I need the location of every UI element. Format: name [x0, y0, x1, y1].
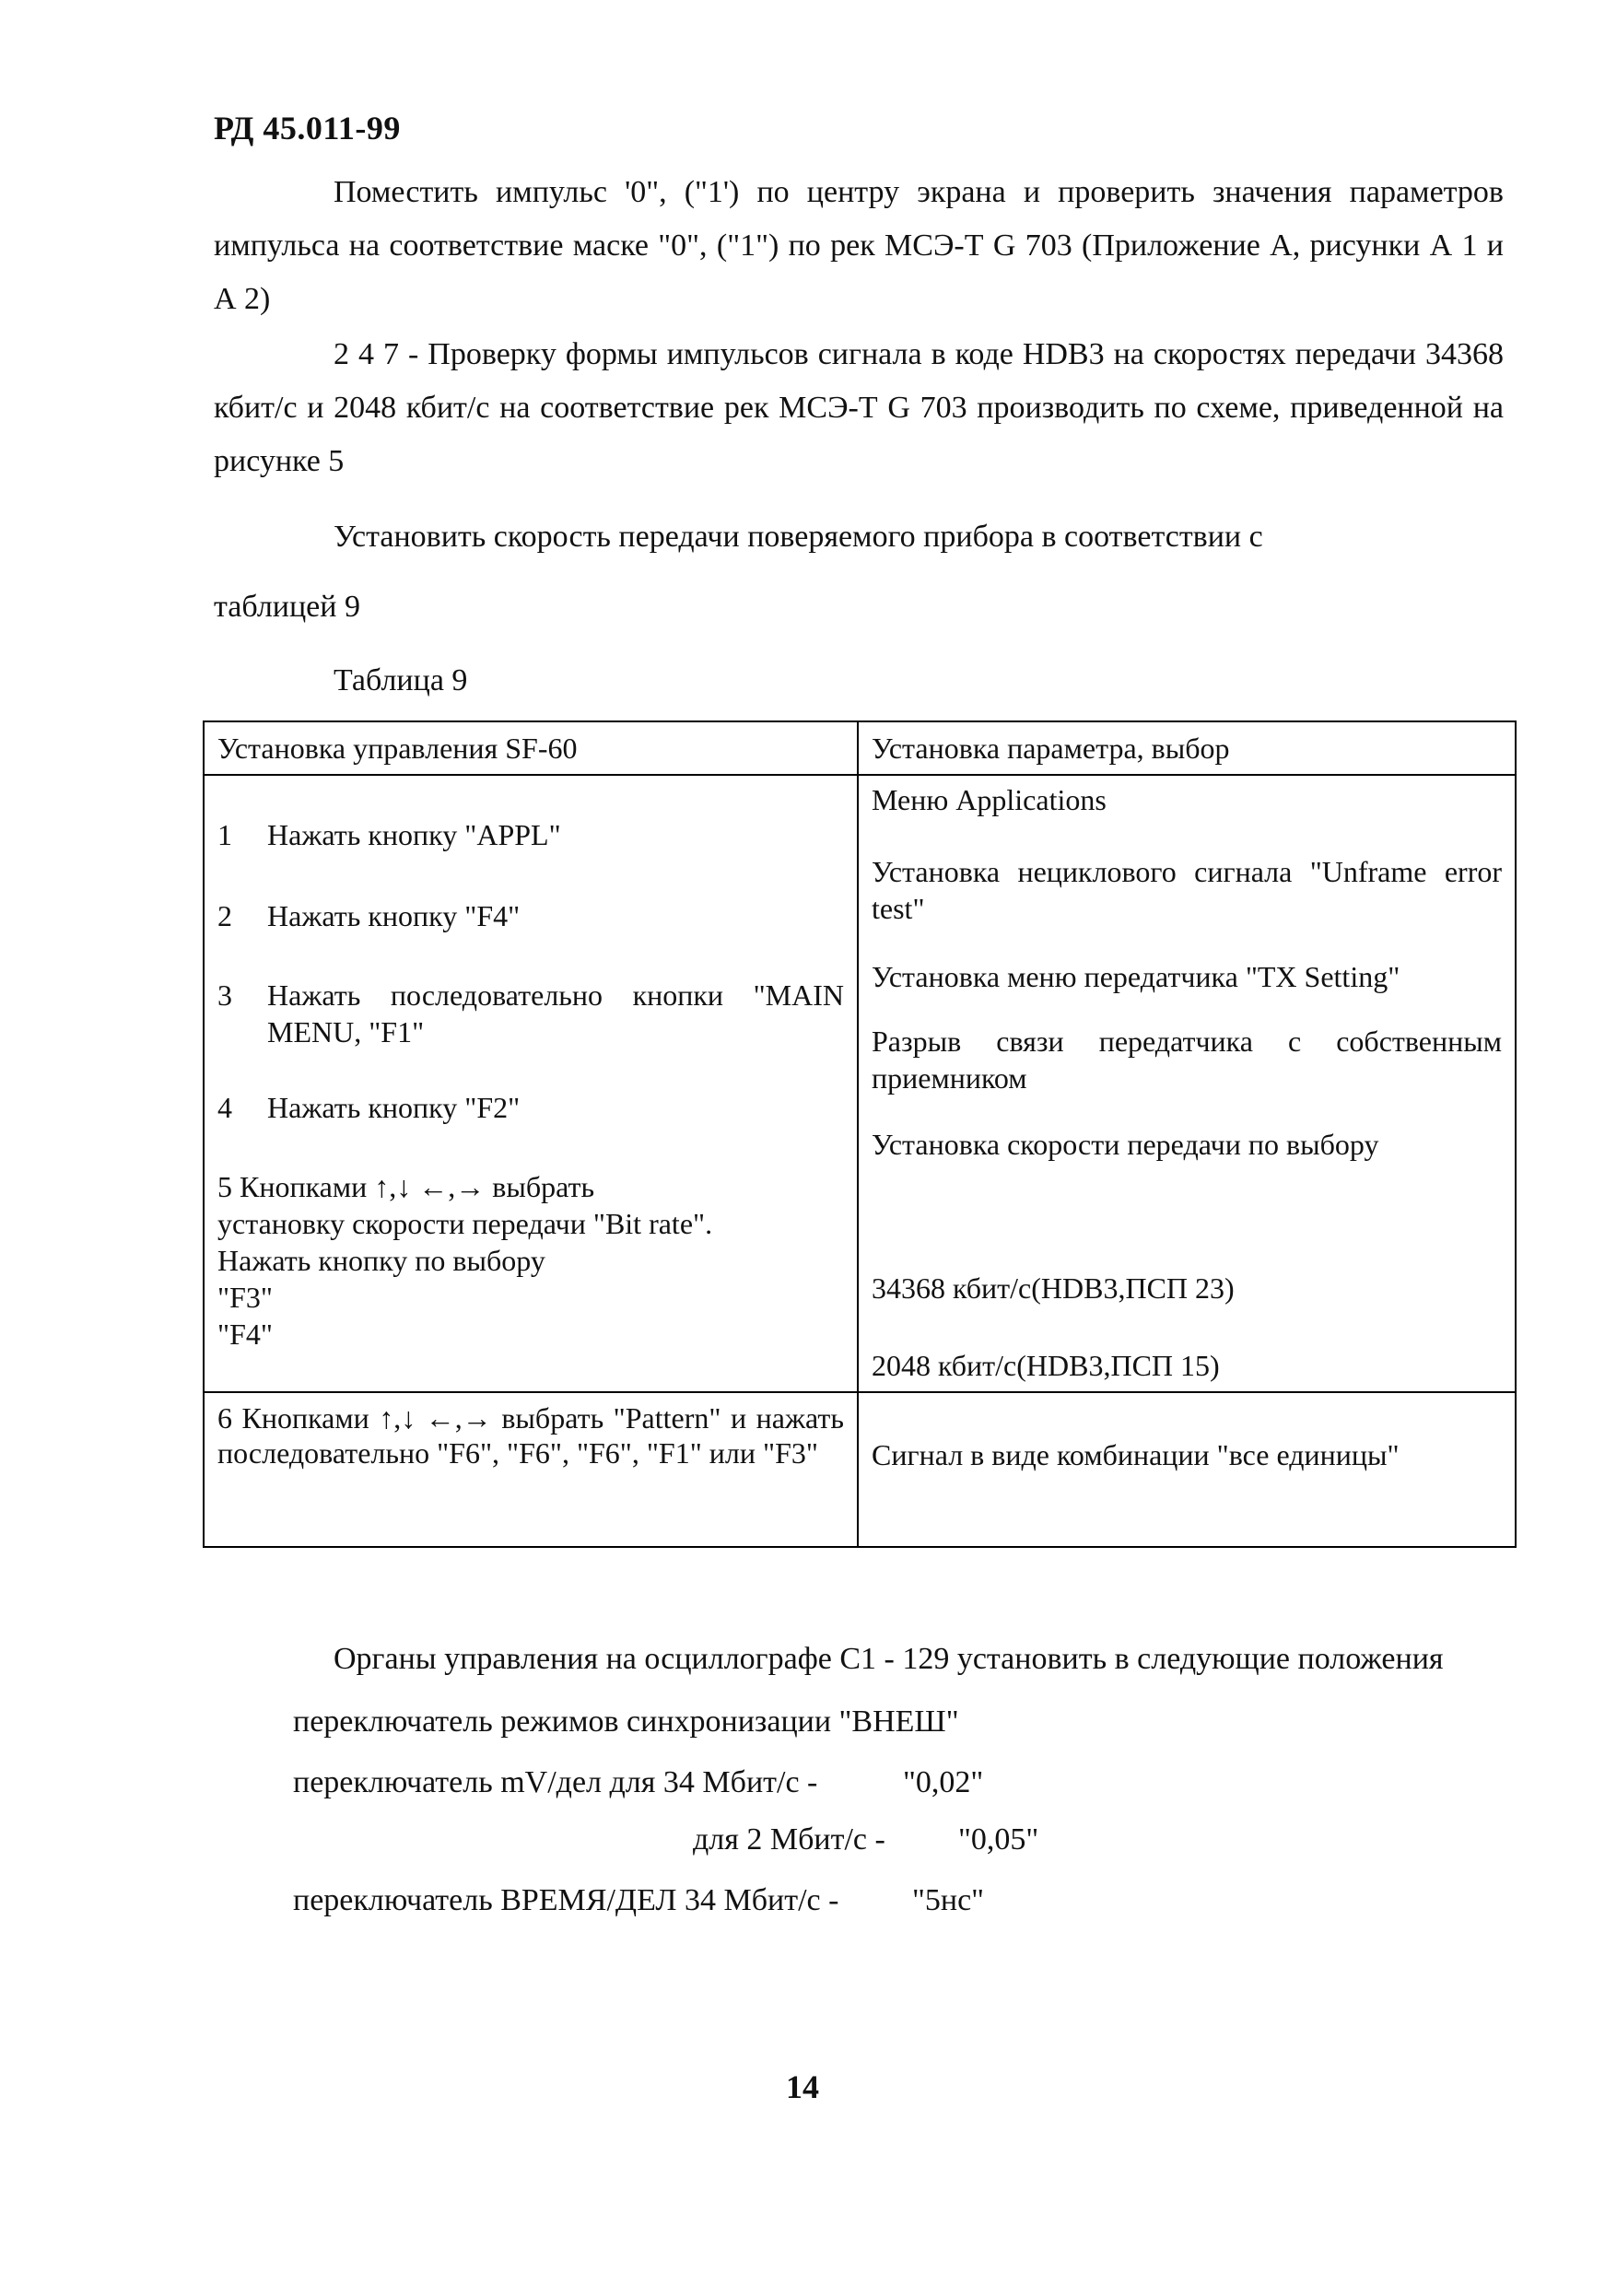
- paragraph-set-rate-line2: таблицей 9: [214, 590, 360, 624]
- pattern-step-cell: 6 Кнопками ↑,↓ ←,→ выбрать "Pattern" и нажать последовательно "F6", "F6", "F6", "F1" или "F3": [204, 1392, 858, 1547]
- result-tx-setting: Установка меню передатчика "TX Setting": [872, 960, 1400, 993]
- result-rate-2048: 2048 кбит/с(HDB3,ПСП 15): [872, 1349, 1220, 1382]
- results-cell: [858, 775, 1516, 1392]
- step-5-line3: Нажать кнопку по выбору: [217, 1244, 545, 1277]
- settings-table: [203, 720, 1517, 1548]
- steps-cell: [204, 775, 858, 1392]
- col2-header: Установка параметра, выбор: [858, 721, 1516, 775]
- step-3: [217, 977, 844, 1050]
- paragraph-hdb3-check-text: 2 4 7 - Проверку формы импульсов сигнала в коде HDB3 на скоростях передачи 34368 кбит/с и 2048 кбит/с на соответствие рек МСЭ-Т G 703 производить по схеме, приведенной на рисунке 5: [214, 337, 1504, 478]
- table-header-row: [204, 721, 1516, 775]
- table-caption: Таблица 9: [334, 663, 468, 697]
- step-text: Нажать кнопку "F4": [267, 899, 521, 932]
- result-applications-menu: Меню Applications: [872, 783, 1107, 816]
- step-text: Нажать кнопку "F2": [267, 1091, 521, 1124]
- paragraph-oscilloscope: Органы управления на осциллографе С1 - 129 установить в следующие положения: [334, 1642, 1444, 1676]
- setting-mv-2: для 2 Мбит/с -: [693, 1822, 885, 1857]
- step-1: [217, 816, 844, 853]
- step-number: 4: [217, 1091, 232, 1124]
- step-5-option-f4: "F4": [217, 1318, 273, 1351]
- result-break-link: Разрыв связи передатчика с собственным приемником: [872, 1025, 1502, 1095]
- step-4: [217, 1089, 844, 1126]
- result-rate-34368: 34368 кбит/с(HDB3,ПСП 23): [872, 1271, 1235, 1305]
- paragraph-pulse-mask: [214, 166, 1504, 326]
- step-5-line1: 5 Кнопками ↑,↓ ←,→ выбрать: [217, 1170, 595, 1203]
- table-row-steps: [204, 775, 1516, 1392]
- step-5: [217, 1168, 844, 1353]
- document-header: РД 45.011-99: [214, 110, 401, 146]
- step-5-line2: установку скорости передачи "Bit rate".: [217, 1207, 713, 1240]
- col1-header: Установка управления SF-60: [204, 721, 858, 775]
- table-row-pattern: [204, 1392, 1516, 1547]
- paragraph-pulse-mask-text: Поместить импульс '0", ("1') по центру экрана и проверить значения параметров импульса на соответствие маске "0", ("1") по рек МСЭ-Т G 703 (Приложение А, рисунки А 1 и А 2): [214, 175, 1504, 316]
- setting-time-34: переключатель ВРЕМЯ/ДЕЛ 34 Мбит/с -: [293, 1883, 839, 1917]
- result-unframe-test: Установка нециклового сигнала "Unframe error test": [872, 855, 1502, 925]
- paragraph-hdb3-check: [214, 328, 1504, 488]
- step-5-option-f3: "F3": [217, 1281, 273, 1314]
- step-number: 3: [217, 978, 232, 1012]
- step-2: [217, 897, 844, 934]
- step-number: 1: [217, 818, 232, 851]
- result-rate-choice: Установка скорости передачи по выбору: [872, 1128, 1379, 1161]
- step-text: Нажать кнопку "APPL": [267, 818, 561, 851]
- paragraph-set-rate-line1: Установить скорость передачи поверяемого прибора в соответствии с: [334, 520, 1263, 554]
- setting-sync-mode: переключатель режимов синхронизации "ВНЕШ": [293, 1704, 959, 1739]
- step-number: 2: [217, 899, 232, 932]
- page-number: 14: [786, 2068, 819, 2105]
- setting-mv-34-value: "0,02": [903, 1765, 984, 1799]
- setting-mv-2-value: "0,05": [958, 1822, 1039, 1857]
- step-text: Нажать последовательно кнопки "MAIN MENU, "F1": [267, 978, 844, 1048]
- setting-time-34-value: "5нс": [912, 1883, 985, 1917]
- pattern-result-cell: Сигнал в виде комбинации "все единицы": [858, 1392, 1516, 1547]
- setting-mv-34: переключатель mV/дел для 34 Мбит/с -: [293, 1765, 818, 1799]
